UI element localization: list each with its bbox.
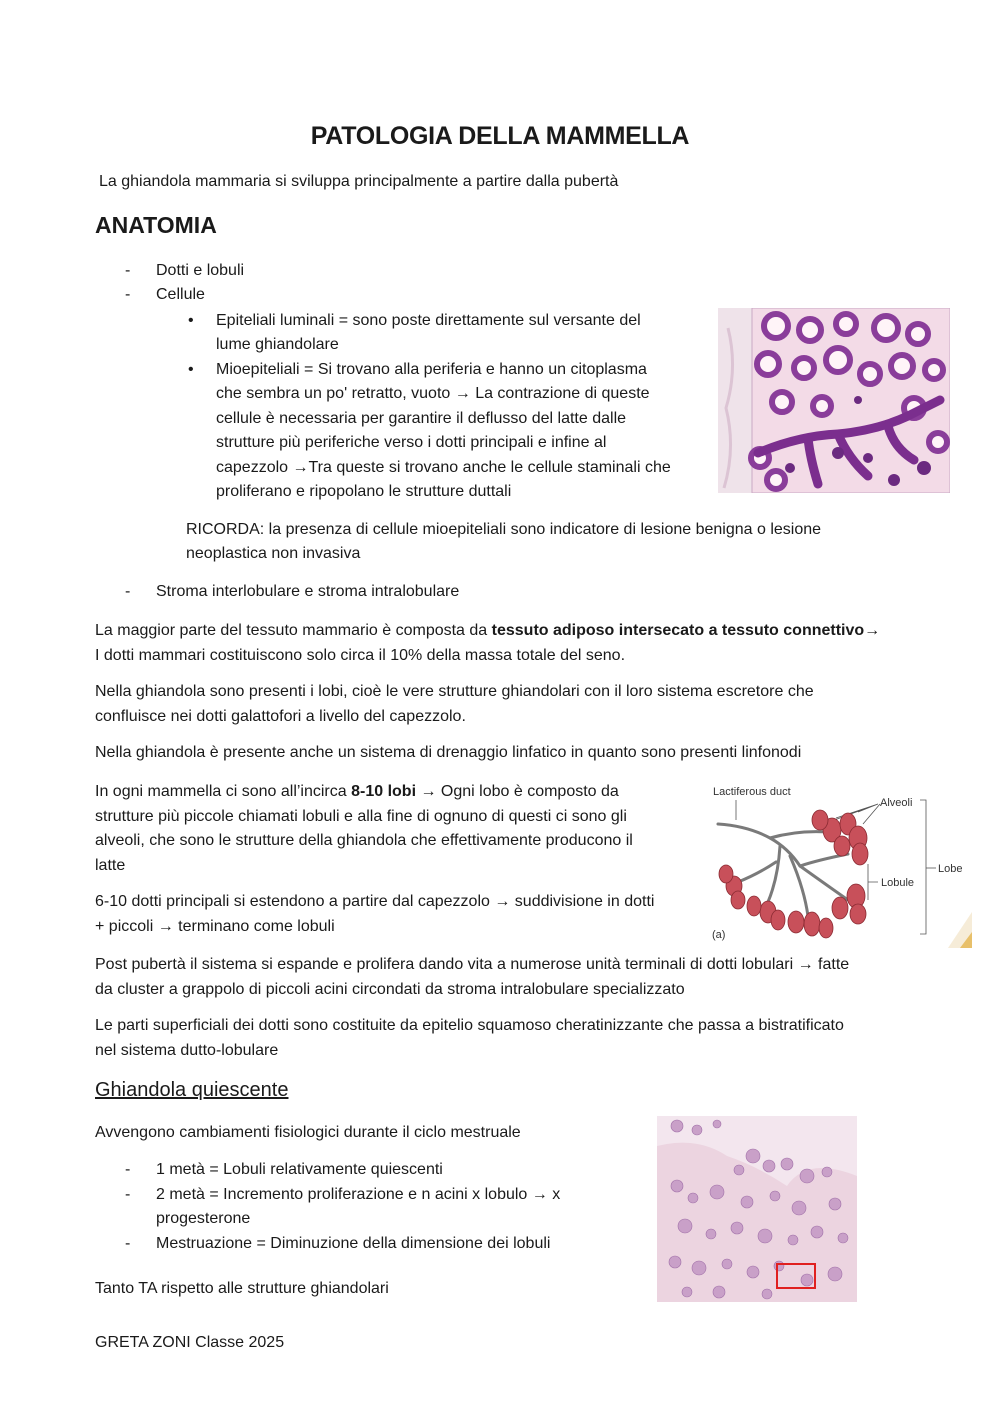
list-item: Dotti e lobuli (156, 262, 245, 279)
paragraph-text: In ogni mammella ci sono all’incirca (95, 783, 352, 800)
histology-image-quiescent (657, 1116, 857, 1302)
paragraph-8-10-lobi (95, 780, 695, 878)
dash-bullet: - (125, 262, 131, 279)
paragraph-post-puberta (95, 953, 925, 1002)
page-title: PATOLOGIA DELLA MAMMELLA (310, 122, 690, 150)
sub-item-line: cellule è necessaria per garantire il deflusso del latte dalle (216, 410, 627, 427)
dash-bullet: - (125, 286, 131, 303)
bullet-dot: • (188, 361, 194, 378)
paragraph-text: Post pubertà il sistema si espande e prolifera dando vita a numerose unità terminali di dotti lobulari → fatte (95, 956, 850, 973)
sub-item-line: capezzolo →Tra queste si trovano anche le cellule staminali che (216, 459, 671, 476)
section-heading-quiescente: Ghiandola quiescente (95, 1079, 289, 1101)
list-item: 2 metà = Incremento proliferazione e n acini x lobulo → x (156, 1186, 561, 1203)
list-item: Cellule (156, 286, 205, 303)
paragraph-text: strutture più piccole chiamati lobuli e alla fine di ognuno di questi ci sono gli (95, 807, 627, 825)
quiescente-intro: Avvengono cambiamenti fisiologici durante il ciclo mestruale (95, 1124, 521, 1141)
intro-text: La ghiandola mammaria si sviluppa principalmente a partire dalla pubertà (99, 173, 619, 190)
paragraph-text: 6-10 dotti principali si estendono a partire dal capezzolo → suddivisione in dotti (95, 893, 655, 910)
paragraph-text: latte (95, 856, 126, 874)
sub-item-line: proliferano e ripopolano le strutture duttali (216, 483, 512, 500)
histology-quiescent-svg (657, 1116, 857, 1302)
dash-bullet: - (125, 1235, 131, 1252)
label-lobule: Lobule (881, 877, 915, 889)
dash-bullet: - (125, 1186, 131, 1203)
paragraph-text: → Ogni lobo è composto da (416, 783, 619, 800)
sub-item-line: che sembra un po' retratto, vuoto → La contrazione di queste (216, 385, 650, 402)
paragraph-lobi (95, 680, 925, 729)
paragraph-epitelio (95, 1014, 925, 1063)
lobe-diagram-svg (708, 782, 972, 948)
sub-item-line: Mioepiteliali = Si trovano alla periferia e hanno un citoplasma (216, 361, 647, 378)
label-alveoli: Alveoli (880, 797, 913, 809)
label-lactiferous-duct: Lactiferous duct (713, 786, 791, 798)
list-item: 1 metà = Lobuli relativamente quiescenti (156, 1161, 443, 1178)
paragraph-text: Nella ghiandola sono presenti i lobi, cioè le vere strutture ghiandolari con il loro sistema escretore che (95, 683, 814, 700)
footer-author: GRETA ZONI Classe 2025 (95, 1334, 285, 1351)
list-item-continuation: progesterone (156, 1210, 251, 1227)
bold-text: 8-10 lobi (351, 783, 417, 800)
sub-item-line: strutture più periferiche verso i dotti principali e infine al (216, 434, 607, 451)
label-lobe: Lobe (938, 863, 963, 875)
histology-image-ducts (718, 308, 950, 493)
paragraph-tessuto (95, 619, 925, 668)
list-item: Stroma interlobulare e stroma intralobulare (156, 583, 460, 600)
dash-bullet: - (125, 1161, 131, 1178)
lobe-diagram (708, 782, 972, 948)
bullet-dot: • (188, 312, 194, 329)
paragraph-text: La maggior parte del tessuto mammario è composta da (95, 622, 492, 639)
paragraph-text: da cluster a grappolo di piccoli acini circondati da stroma intralobulare specializzato (95, 980, 685, 998)
paragraph-text: confluisce nei dotti galattofori a livello del capezzolo. (95, 707, 466, 725)
ricorda-line: RICORDA: la presenza di cellule mioepiteliali sono indicatore di lesione benigna o lesione (186, 521, 822, 538)
paragraph-text: nel sistema dutto-lobulare (95, 1041, 279, 1059)
list-item: Mestruazione = Diminuzione della dimensione dei lobuli (156, 1235, 551, 1252)
histology-svg (718, 308, 950, 493)
paragraph-dotti-principali (95, 890, 695, 939)
label-panel-a: (a) (712, 929, 726, 941)
paragraph-text: alveoli, che sono le strutture della ghiandola che effettivamente producono il (95, 832, 633, 849)
paragraph-text: I dotti mammari costituiscono solo circa il 10% della massa totale del seno. (95, 646, 626, 664)
section-heading-anatomia: ANATOMIA (95, 212, 217, 238)
bold-text: tessuto adiposo intersecato a tessuto connettivo (491, 622, 865, 639)
dash-bullet: - (125, 583, 131, 600)
ricorda-line: neoplastica non invasiva (186, 545, 361, 562)
arrow-text: → (864, 622, 881, 639)
tanto-ta-text: Tanto TA rispetto alle strutture ghiandolari (95, 1280, 389, 1297)
paragraph-text: + piccoli → terminano come lobuli (95, 917, 335, 935)
sub-item-line: lume ghiandolare (216, 336, 339, 353)
sub-item-line: Epiteliali luminali = sono poste direttamente sul versante del (216, 312, 641, 329)
paragraph-text: Le parti superficiali dei dotti sono costituite da epitelio squamoso cheratinizzante che passa a bistratificato (95, 1017, 844, 1034)
paragraph-linfatico: Nella ghiandola è presente anche un sistema di drenaggio linfatico in quanto sono presenti linfonodi (95, 744, 802, 761)
